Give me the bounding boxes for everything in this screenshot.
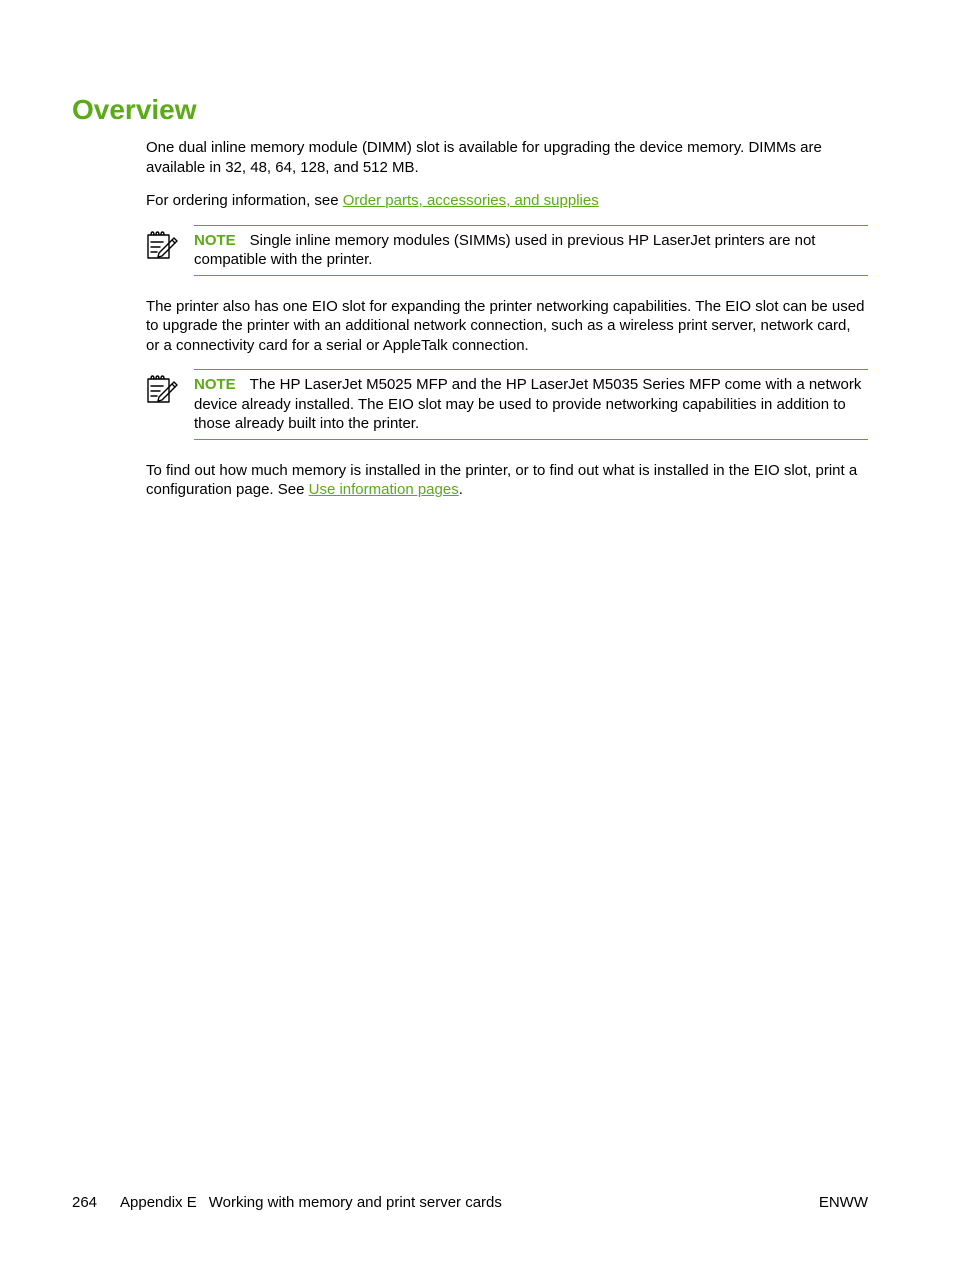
config-suffix: .	[458, 481, 463, 498]
page-footer	[72, 1193, 868, 1212]
main-content	[146, 138, 868, 514]
note-network-device	[146, 369, 868, 440]
note-icon	[146, 373, 178, 405]
page-title: Overview	[72, 94, 197, 125]
note-simms	[146, 225, 868, 276]
note-icon	[146, 229, 178, 261]
order-parts-link[interactable]: Order parts, accessories, and supplies	[342, 192, 599, 209]
paragraph-eio: The printer also has one EIO slot for expanding the printer networking capabilities. The EIO slot can be used to upgrade the printer with an additional network connection, such as a wireless print server, network card, or a connectivity card for a serial or AppleTalk connection.	[146, 297, 865, 354]
paragraph-ordering	[146, 191, 868, 211]
note-label: NOTE	[194, 231, 236, 249]
paragraph-config-page	[146, 461, 868, 500]
use-information-pages-link[interactable]: Use information pages	[308, 481, 459, 498]
paragraph-dimm: One dual inline memory module (DIMM) slot is available for upgrading the device memory. DIMMs are available in 32, 48, 64, 128, and 512 MB.	[146, 139, 822, 176]
note-label: NOTE	[194, 376, 236, 393]
note-network-device-body	[194, 369, 868, 440]
config-prefix: To find out how much memory is installed in the printer, or to find out what is installed in the EIO slot, print a configuration page. See	[146, 461, 858, 498]
footer-chapter: Appendix E	[120, 1194, 197, 1211]
ordering-prefix: For ordering information, see	[146, 192, 343, 209]
note-simms-body	[194, 225, 868, 276]
footer-enww: ENWW	[818, 1194, 868, 1211]
note-network-device-text: The HP LaserJet M5025 MFP and the HP LaserJet M5035 Series MFP come with a network device already installed. The EIO slot may be used to provide networking capabilities in addition to those already built into the printer.	[194, 376, 862, 432]
note-simms-text: Single inline memory modules (SIMMs) used in previous HP LaserJet printers are not compatible with the printer.	[194, 231, 816, 268]
footer-chapter-title: Working with memory and print server cards	[208, 1194, 502, 1211]
page-number: 264	[72, 1194, 98, 1211]
